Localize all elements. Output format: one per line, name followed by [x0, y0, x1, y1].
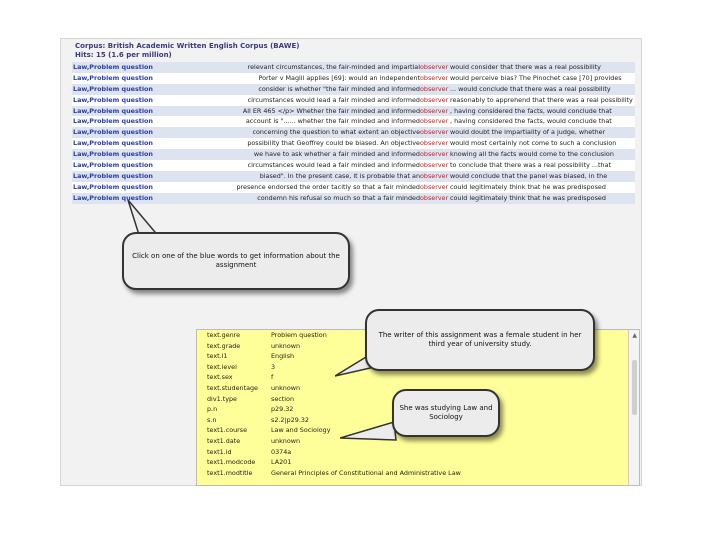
left-context: concerning the question to what extent an objective: [252, 128, 420, 137]
left-context: biased". In the present case, it is probable that an: [259, 171, 420, 180]
keyword-match: observer: [420, 182, 449, 191]
text-metadata-link[interactable]: Law,Problem question: [73, 117, 153, 126]
metadata-key: text.level: [207, 362, 237, 371]
metadata-row: [197, 468, 639, 479]
metadata-value: LA201: [271, 458, 292, 467]
right-context: would conclude that the panel was biased, in the: [450, 171, 608, 180]
metadata-key: p.n: [207, 405, 218, 414]
keyword-match: observer: [420, 73, 449, 82]
text-metadata-link[interactable]: Law,Problem question: [73, 95, 153, 104]
metadata-key: text1.id: [207, 447, 232, 456]
concordance-row: [72, 138, 635, 149]
keyword-match: observer: [420, 139, 449, 148]
text-metadata-link[interactable]: Law,Problem question: [73, 171, 153, 180]
concordance-list: [72, 62, 635, 204]
callout-click-instruction: [122, 232, 350, 290]
concordance-row: [72, 73, 635, 84]
left-context: circumstances would lead a fair minded and informed: [247, 161, 420, 170]
callout-text: Click on one of the blue words to get information about the assignment: [132, 252, 340, 269]
metadata-key: text1.date: [207, 436, 241, 445]
metadata-value: unknown: [271, 436, 301, 445]
metadata-row: [197, 447, 639, 458]
right-context: reasonably to apprehend that there was a real possibility: [450, 95, 633, 104]
callout-text: She was studying Law and Sociology: [399, 404, 493, 421]
metadata-value: 0374a: [271, 447, 292, 456]
keyword-match: observer: [420, 161, 449, 170]
chevron-up-icon[interactable]: ▲: [632, 332, 637, 339]
metadata-value: Problem question: [271, 331, 327, 339]
text-metadata-link[interactable]: Law,Problem question: [73, 182, 153, 191]
keyword-match: observer: [420, 128, 449, 137]
left-context: possibility that Geoffrey could be biased. An objective: [247, 139, 420, 148]
scroll-thumb[interactable]: [632, 360, 637, 415]
metadata-value: Law and Sociology: [271, 426, 331, 435]
left-context: presence endorsed the order tacitly so that a fair minded: [236, 182, 420, 191]
keyword-match: observer: [420, 117, 449, 126]
metadata-key: s.n: [207, 415, 217, 424]
left-context: we have to ask whether a fair minded and informed: [253, 150, 420, 159]
concordance-row: [72, 84, 635, 95]
concordance-row: [72, 127, 635, 138]
keyword-match: observer: [420, 106, 449, 115]
left-context: consider is whether "the fair minded and informed: [258, 84, 420, 93]
text-metadata-link[interactable]: Law,Problem question: [73, 193, 153, 202]
left-context: relevant circumstances, the fair-minded and impartial: [247, 63, 420, 71]
left-context: All ER 465 </p> Whether the fair minded and informed: [242, 106, 420, 115]
right-context: knowing all the facts would come to the conclusion: [450, 150, 614, 159]
metadata-value: unknown: [271, 383, 301, 392]
callout-pointer: [340, 420, 400, 450]
callout-course-info: [392, 389, 500, 437]
text-metadata-link[interactable]: Law,Problem question: [73, 150, 153, 159]
metadata-value: English: [271, 352, 295, 361]
concordance-row: [72, 116, 635, 127]
right-context: , having considered the facts, would conclude that: [450, 117, 612, 126]
metadata-row: [197, 372, 639, 383]
right-context: ... would conclude that there was a real possibility: [450, 84, 611, 93]
concordance-row: [72, 171, 635, 182]
left-context: Porter v Magill applies [69]: would an independent: [258, 73, 420, 82]
metadata-key: text.studentage: [207, 383, 258, 392]
left-context: circumstances would lead a fair minded and informed: [247, 95, 420, 104]
concordance-row: [72, 95, 635, 106]
left-context: condemn his refusal so much so that a fair minded: [257, 193, 420, 202]
concordance-row: [72, 62, 635, 73]
concordance-row: [72, 106, 635, 117]
left-context: account is "...... whether the fair minded and informed: [245, 117, 420, 126]
right-context: would consider that there was a real possibility: [450, 63, 601, 71]
callout-text: The writer of this assignment was a female student in her third year of university study.: [378, 331, 582, 348]
metadata-key: text.grade: [207, 341, 241, 350]
metadata-key: text.sex: [207, 373, 233, 382]
text-metadata-link[interactable]: Law,Problem question: [73, 106, 153, 115]
metadata-row: [197, 457, 639, 468]
right-context: , having considered the facts, would conclude that: [450, 106, 612, 115]
right-context: could legitimately think that he was predisposed: [450, 193, 606, 202]
keyword-match: observer: [420, 171, 449, 180]
keyword-match: observer: [420, 193, 449, 202]
text-metadata-link[interactable]: Law,Problem question: [73, 63, 153, 71]
metadata-row: [197, 436, 639, 447]
concordance-row: [72, 160, 635, 171]
corpus-title: Corpus: British Academic Written English Corpus (BAWE): [75, 42, 300, 50]
metadata-value: section: [271, 394, 295, 403]
right-context: to conclude that there was a real possibility ...that: [450, 161, 611, 170]
metadata-value: General Principles of Constitutional and Administrative Law: [271, 468, 461, 477]
metadata-value: f: [271, 373, 274, 382]
keyword-match: observer: [420, 63, 449, 71]
text-metadata-link[interactable]: Law,Problem question: [73, 84, 153, 93]
metadata-key: div1.type: [207, 394, 237, 403]
concordance-row: [72, 182, 635, 193]
metadata-value: unknown: [271, 341, 301, 350]
metadata-value: p29.32: [271, 405, 294, 414]
callout-student-info: [365, 309, 595, 371]
text-metadata-link[interactable]: Law,Problem question: [73, 73, 153, 82]
right-context: would doubt the impartiality of a judge, whether: [450, 128, 606, 137]
text-metadata-link[interactable]: Law,Problem question: [73, 128, 153, 137]
right-context: would most certainly not come to such a conclusion: [450, 139, 617, 148]
metadata-value: s2.2|p29.32: [271, 415, 309, 424]
metadata-key: text.l1: [207, 352, 228, 361]
keyword-match: observer: [420, 150, 449, 159]
right-context: would perceive bias? The Pinochet case [70] provides: [450, 73, 622, 82]
metadata-key: text1.modtitle: [207, 468, 253, 477]
metadata-value: 3: [271, 362, 276, 371]
keyword-match: observer: [420, 84, 449, 93]
metadata-key: text1.course: [207, 426, 248, 435]
right-context: could legitimately think that he was predisposed: [450, 182, 606, 191]
text-metadata-link[interactable]: Law,Problem question: [73, 161, 153, 170]
metadata-key: text1.modcode: [207, 458, 256, 467]
scrollbar[interactable]: [628, 330, 639, 485]
keyword-match: observer: [420, 95, 449, 104]
text-metadata-link[interactable]: Law,Problem question: [73, 139, 153, 148]
hits-count: Hits: 15 (1.6 per million): [75, 51, 172, 59]
metadata-key: text.genre: [207, 331, 241, 339]
concordance-row: [72, 149, 635, 160]
